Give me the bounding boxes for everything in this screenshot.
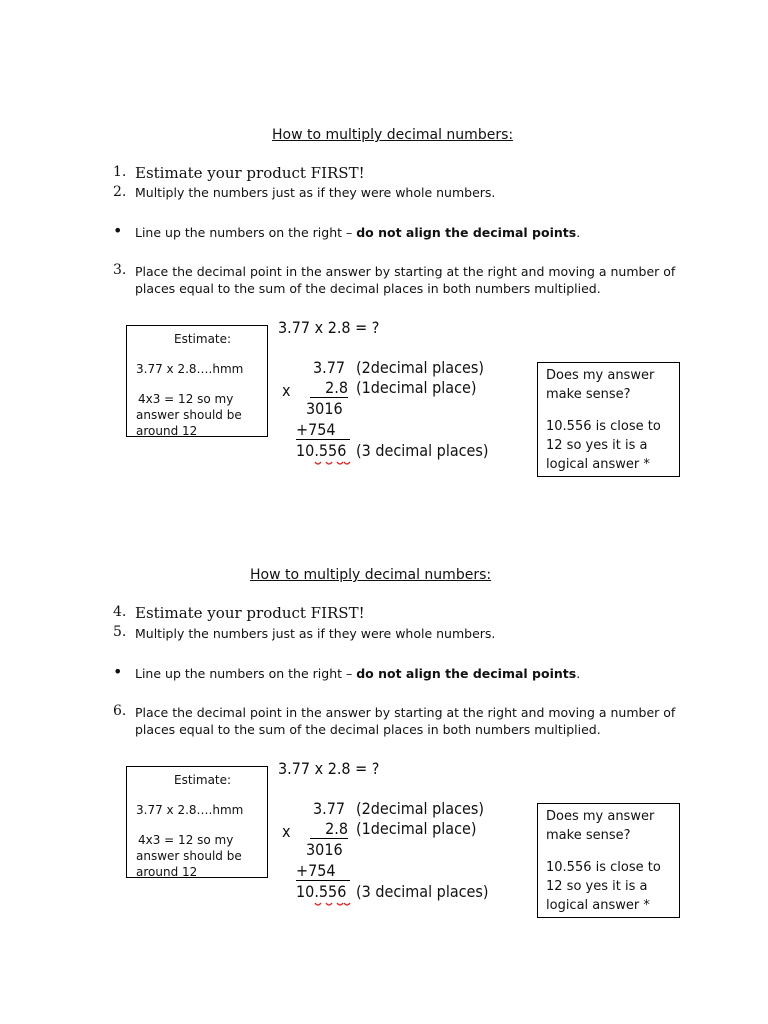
- step-marker: 5.: [113, 624, 127, 640]
- step-text: Estimate your product FIRST!: [135, 604, 365, 622]
- equation: 3.77 x 2.8 = ?: [278, 318, 380, 337]
- estimate-line: 4x3 = 12 so my: [138, 833, 234, 847]
- estimate-line: around 12: [136, 424, 198, 437]
- check-line: 10.556 is close to: [546, 860, 661, 875]
- estimate-line: answer should be: [136, 849, 242, 863]
- estimate-line: around 12: [136, 865, 198, 878]
- estimate-line: 4x3 = 12 so my: [138, 392, 234, 406]
- equation: 3.77 x 2.8 = ?: [278, 759, 380, 778]
- row-note: (1decimal place): [356, 378, 477, 397]
- check-box: [537, 362, 680, 477]
- step-marker: 2.: [113, 184, 127, 200]
- estimate-line: 3.77 x 2.8….hmm: [136, 362, 244, 376]
- check-line: logical answer *: [546, 898, 650, 913]
- section-title: How to multiply decimal numbers:: [250, 567, 492, 583]
- partial-product: +754: [296, 861, 350, 881]
- multiply-sign: x: [282, 822, 291, 841]
- result-note: (3 decimal places): [356, 882, 489, 901]
- step-marker: 3.: [113, 262, 127, 278]
- multiply-sign: x: [282, 381, 291, 400]
- row-number: 2.8: [310, 819, 348, 839]
- estimate-box: [126, 766, 268, 878]
- check-line: 12 so yes it is a: [546, 879, 648, 894]
- estimate-line: answer should be: [136, 408, 242, 422]
- step-text: Estimate your product FIRST!: [135, 164, 365, 182]
- step-text: Multiply the numbers just as if they were whole numbers.: [135, 185, 496, 200]
- check-box: [537, 803, 680, 918]
- check-line: 12 so yes it is a: [546, 438, 648, 453]
- step-marker: 1.: [113, 164, 127, 180]
- row-note: (2decimal places): [356, 358, 484, 377]
- step-text: Place the decimal point in the answer by starting at the right and moving a number of places equal to the sum of the decimal places in both numbers multiplied.: [135, 264, 676, 296]
- result: 10.556: [296, 882, 347, 901]
- section-title: How to multiply decimal numbers:: [272, 127, 514, 143]
- row-number: 3.77: [313, 358, 346, 377]
- partial-product: +754: [296, 420, 350, 440]
- check-line: Does my answer: [546, 368, 655, 383]
- check-line: make sense?: [546, 387, 631, 402]
- step-marker: 6.: [113, 703, 127, 719]
- bullet-dot: •: [113, 221, 123, 240]
- step-text: Place the decimal point in the answer by starting at the right and moving a number of places equal to the sum of the decimal places in both numbers multiplied.: [135, 705, 676, 737]
- check-line: make sense?: [546, 828, 631, 843]
- check-line: logical answer *: [546, 457, 650, 472]
- estimate-heading: Estimate:: [174, 332, 232, 346]
- row-note: (1decimal place): [356, 819, 477, 838]
- bullet-text: Line up the numbers on the right – do not align the decimal points.: [135, 666, 581, 681]
- step-marker: 4.: [113, 604, 127, 620]
- step-text: Multiply the numbers just as if they were whole numbers.: [135, 626, 496, 641]
- estimate-heading: Estimate:: [174, 773, 232, 787]
- row-number: 3.77: [313, 799, 346, 818]
- check-line: 10.556 is close to: [546, 419, 661, 434]
- result: 10.556: [296, 441, 347, 460]
- estimate-box: [126, 325, 268, 437]
- check-line: Does my answer: [546, 809, 655, 824]
- bullet-dot: •: [113, 662, 123, 681]
- estimate-line: 3.77 x 2.8….hmm: [136, 803, 244, 817]
- red-squiggle-mark: [314, 459, 352, 467]
- partial-product: 3016: [306, 840, 343, 859]
- row-number: 2.8: [310, 378, 348, 398]
- row-note: (2decimal places): [356, 799, 484, 818]
- partial-product: 3016: [306, 399, 343, 418]
- result-note: (3 decimal places): [356, 441, 489, 460]
- bullet-text: Line up the numbers on the right – do not align the decimal points.: [135, 225, 581, 240]
- red-squiggle-mark: [314, 900, 352, 908]
